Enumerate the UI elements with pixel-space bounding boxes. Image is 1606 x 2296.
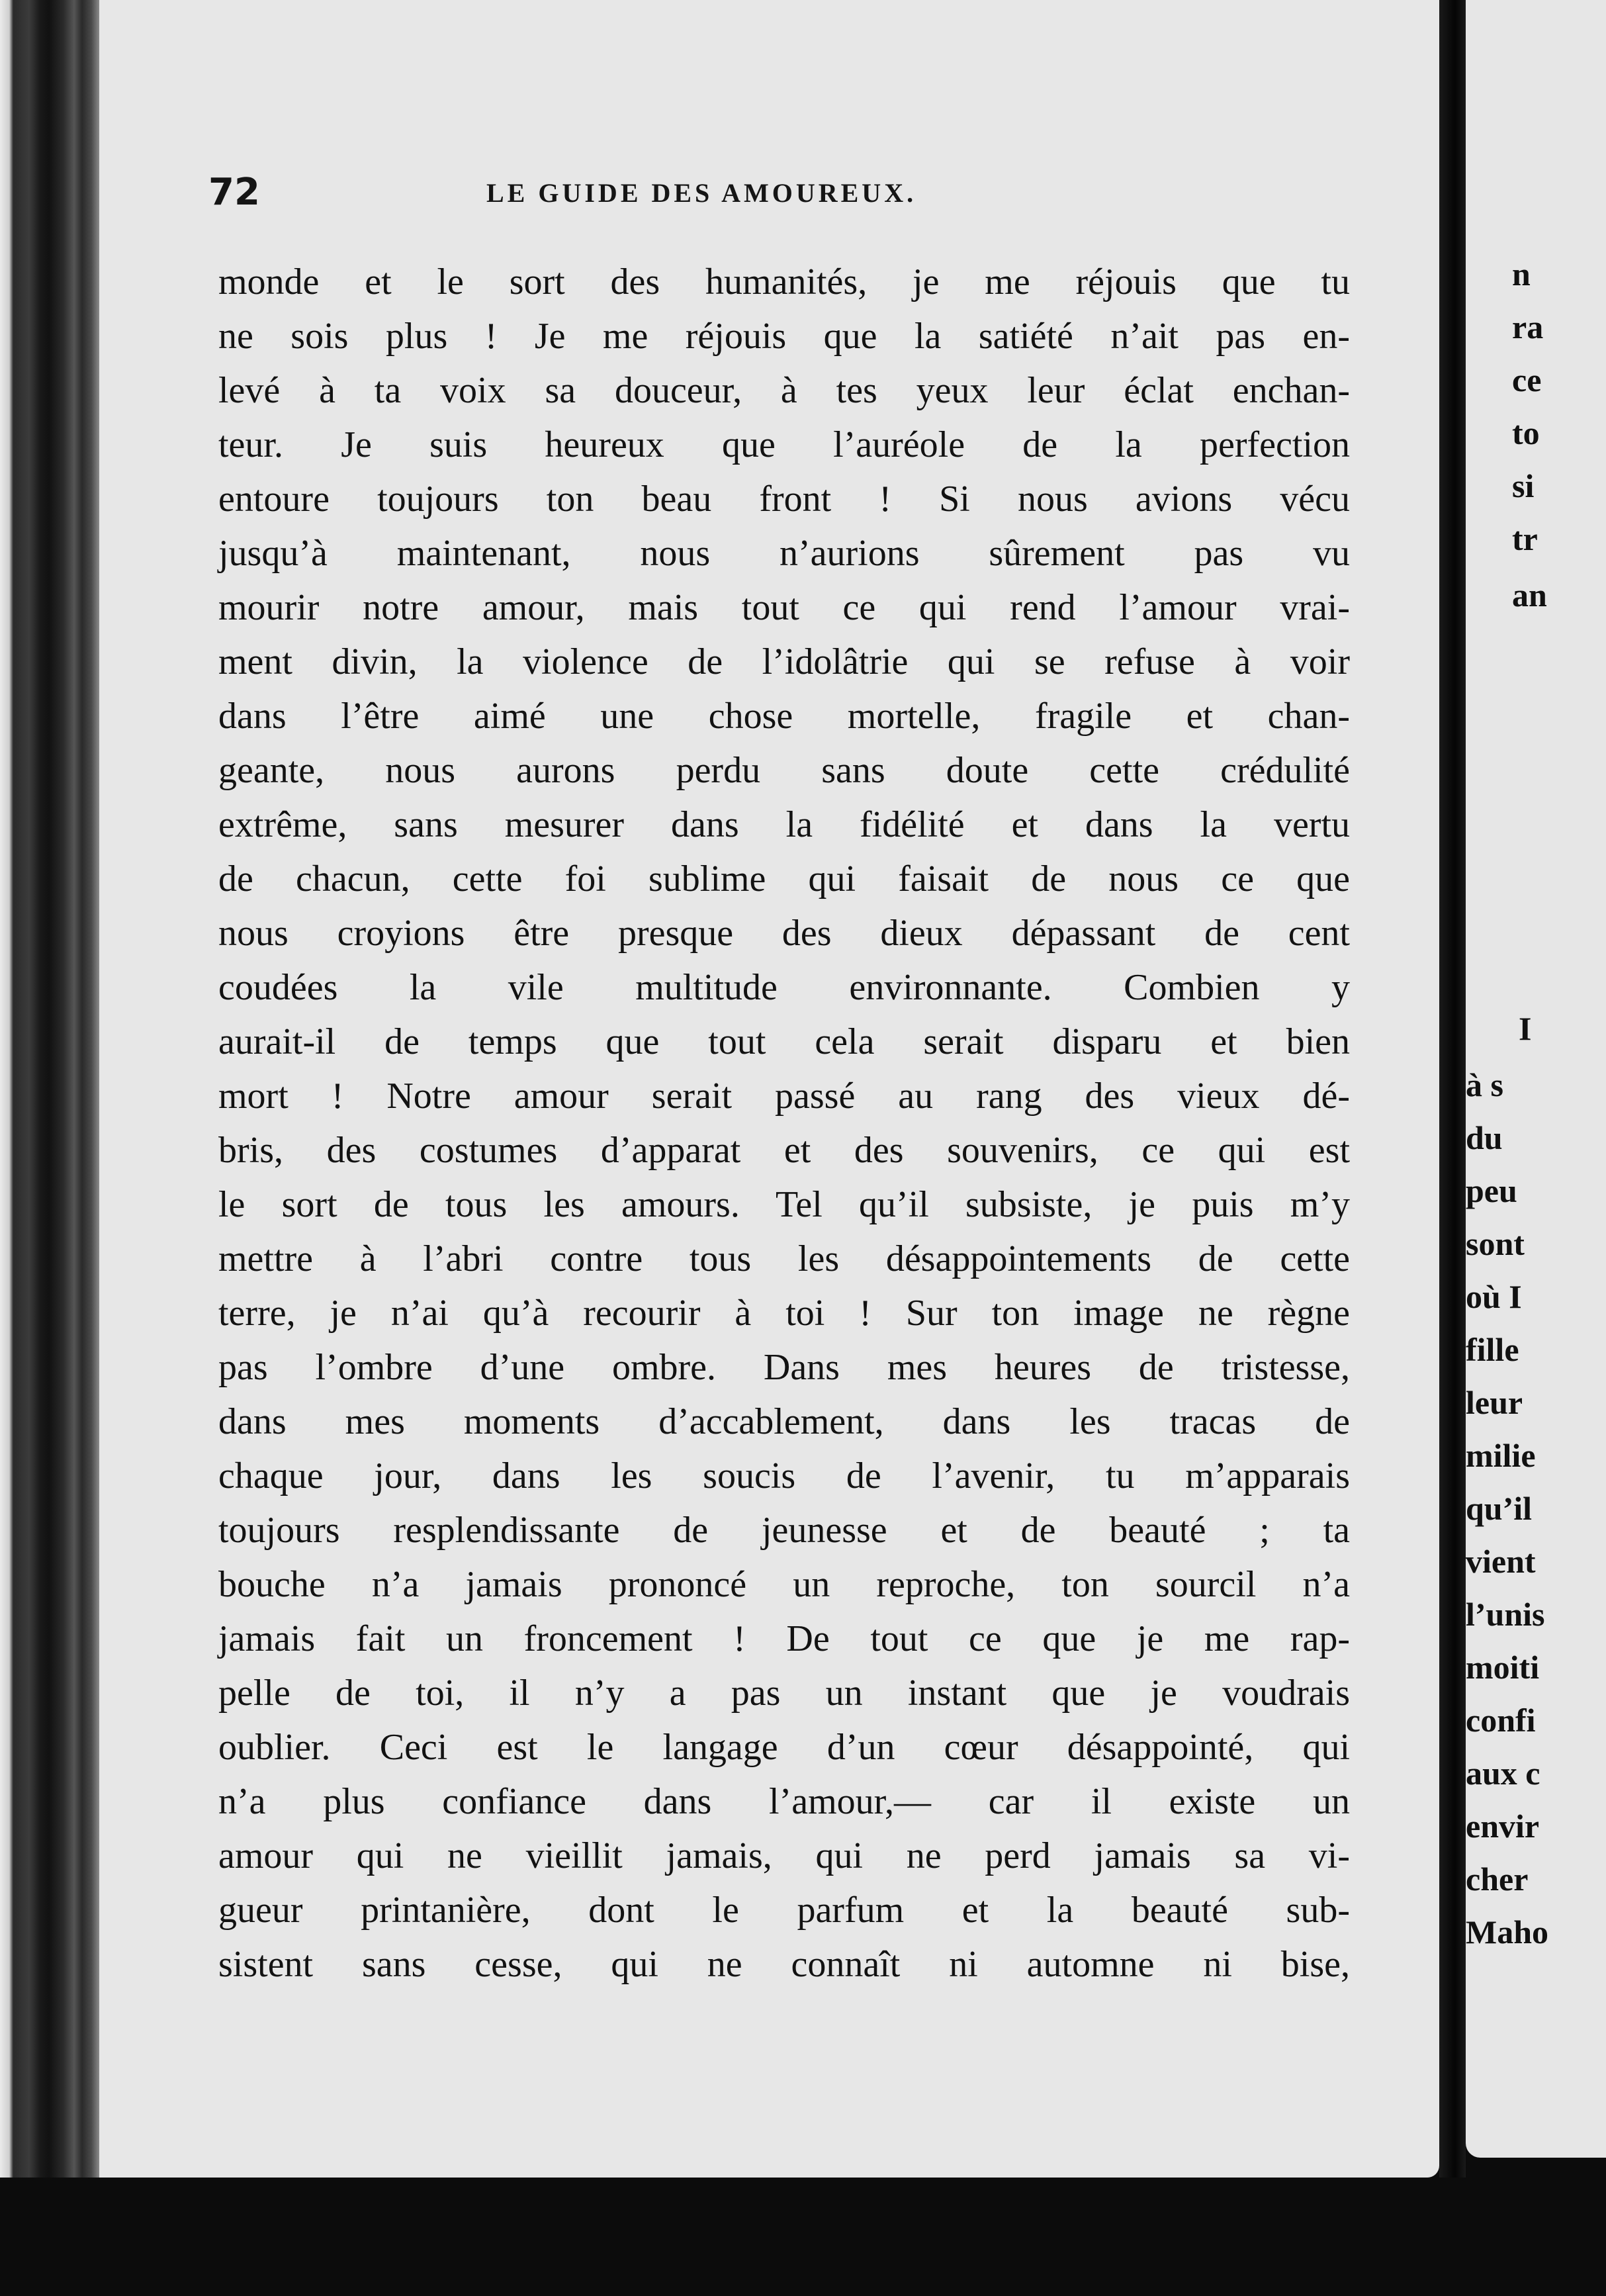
facing-page-text-fragment: tr <box>1512 520 1538 557</box>
facing-page-text-fragment: Maho <box>1466 1913 1548 1951</box>
facing-page-text-fragment: to <box>1512 414 1540 451</box>
running-title: LE GUIDE DES AMOUREUX. <box>486 178 917 208</box>
facing-page-text-fragment: I <box>1519 1010 1532 1047</box>
facing-page-text-fragment: ce <box>1512 361 1542 398</box>
facing-page-text-fragment: milie <box>1466 1437 1536 1474</box>
text-line: extrême, sans mesurer dans la fidélité et dans la vertu <box>218 804 1350 845</box>
text-line: mettre à l’abri contre tous les désappointements de cette <box>218 1238 1350 1279</box>
text-line: mourir notre amour, mais tout ce qui rend l’amour vrai- <box>218 587 1350 628</box>
text-line: terre, je n’ai qu’à recourir à toi ! Sur ton image ne règne <box>218 1293 1350 1334</box>
text-line: coudées la vile multitude environnante. Combien y <box>218 967 1350 1008</box>
text-line: amour qui ne vieillit jamais, qui ne perd jamais sa vi- <box>218 1835 1350 1876</box>
facing-page-fragment <box>1466 0 1606 2158</box>
text-line: oublier. Ceci est le langage d’un cœur désappointé, qui <box>218 1727 1350 1768</box>
text-line: aurait-il de temps que tout cela serait disparu et bien <box>218 1021 1350 1062</box>
facing-page-text-fragment: qu’il <box>1466 1490 1533 1527</box>
book-gutter <box>1439 0 1466 2296</box>
facing-page-text-fragment: n <box>1512 255 1531 293</box>
facing-page-text-fragment: si <box>1512 467 1535 504</box>
text-line: bouche n’a jamais prononcé un reproche, ton sourcil n’a <box>218 1564 1350 1605</box>
text-line: ne sois plus ! Je me réjouis que la satiété n’ait pas en- <box>218 316 1350 357</box>
facing-page-text-fragment: moiti <box>1466 1649 1540 1686</box>
text-line: mort ! Notre amour serait passé au rang des vieux dé- <box>218 1076 1350 1117</box>
text-line: dans l’être aimé une chose mortelle, fragile et chan- <box>218 696 1350 737</box>
book-left-edge <box>0 0 99 2296</box>
text-line: jusqu’à maintenant, nous n’aurions sûrement pas vu <box>218 533 1350 574</box>
text-line: pas l’ombre d’une ombre. Dans mes heures de tristesse, <box>218 1347 1350 1388</box>
text-line: toujours resplendissante de jeunesse et de beauté ; ta <box>218 1510 1350 1551</box>
text-line: gueur printanière, dont le parfum et la beauté sub- <box>218 1890 1350 1931</box>
facing-page-text-fragment: an <box>1512 576 1547 614</box>
text-line: chaque jour, dans les soucis de l’avenir, tu m’apparais <box>218 1455 1350 1496</box>
facing-page-text-fragment: à s <box>1466 1066 1503 1103</box>
text-line: sistent sans cesse, qui ne connaît ni automne ni bise, <box>218 1944 1350 1985</box>
text-line: nous croyions être presque des dieux dépassant de cent <box>218 913 1350 954</box>
facing-page-text-fragment: vient <box>1466 1543 1536 1580</box>
page-number: 72 <box>208 171 260 214</box>
scan-bottom-edge <box>0 2178 1606 2296</box>
text-line: pelle de toi, il n’y a pas un instant que je voudrais <box>218 1673 1350 1714</box>
running-head <box>208 171 1347 224</box>
facing-page-text-fragment: cher <box>1466 1860 1529 1898</box>
text-line: ment divin, la violence de l’idolâtrie qui se refuse à voir <box>218 641 1350 682</box>
facing-page-text-fragment: aux c <box>1466 1755 1540 1792</box>
text-line: teur. Je suis heureux que l’auréole de la perfection <box>218 424 1350 465</box>
facing-page-text-fragment: l’unis <box>1466 1596 1545 1633</box>
text-line: bris, des costumes d’apparat et des souvenirs, ce qui est <box>218 1130 1350 1171</box>
facing-page-text-fragment: du <box>1466 1119 1503 1156</box>
facing-page-text-fragment: ra <box>1512 308 1544 345</box>
facing-page-text-fragment: fille <box>1466 1331 1519 1368</box>
text-line: monde et le sort des humanités, je me réjouis que tu <box>218 261 1350 302</box>
facing-page-text-fragment: peu <box>1466 1172 1517 1209</box>
text-line: levé à ta voix sa douceur, à tes yeux leur éclat enchan- <box>218 370 1350 411</box>
facing-page-text-fragment: leur <box>1466 1384 1523 1421</box>
text-line: geante, nous aurons perdu sans doute cette crédulité <box>218 750 1350 791</box>
text-line: dans mes moments d’accablement, dans les tracas de <box>218 1401 1350 1442</box>
facing-page-text-fragment: envir <box>1466 1808 1540 1845</box>
text-line: entoure toujours ton beau front ! Si nous avions vécu <box>218 479 1350 520</box>
facing-page-text-fragment: où I <box>1466 1278 1522 1315</box>
facing-page-text-fragment: confi <box>1466 1702 1536 1739</box>
facing-page-text-fragment: sont <box>1466 1225 1525 1262</box>
text-line: de chacun, cette foi sublime qui faisait de nous ce que <box>218 858 1350 899</box>
body-text <box>218 255 1350 1992</box>
text-line: jamais fait un froncement ! De tout ce que je me rap- <box>218 1618 1350 1659</box>
text-line: n’a plus confiance dans l’amour,— car il existe un <box>218 1781 1350 1822</box>
text-line: le sort de tous les amours. Tel qu’il subsiste, je puis m’y <box>218 1184 1350 1225</box>
